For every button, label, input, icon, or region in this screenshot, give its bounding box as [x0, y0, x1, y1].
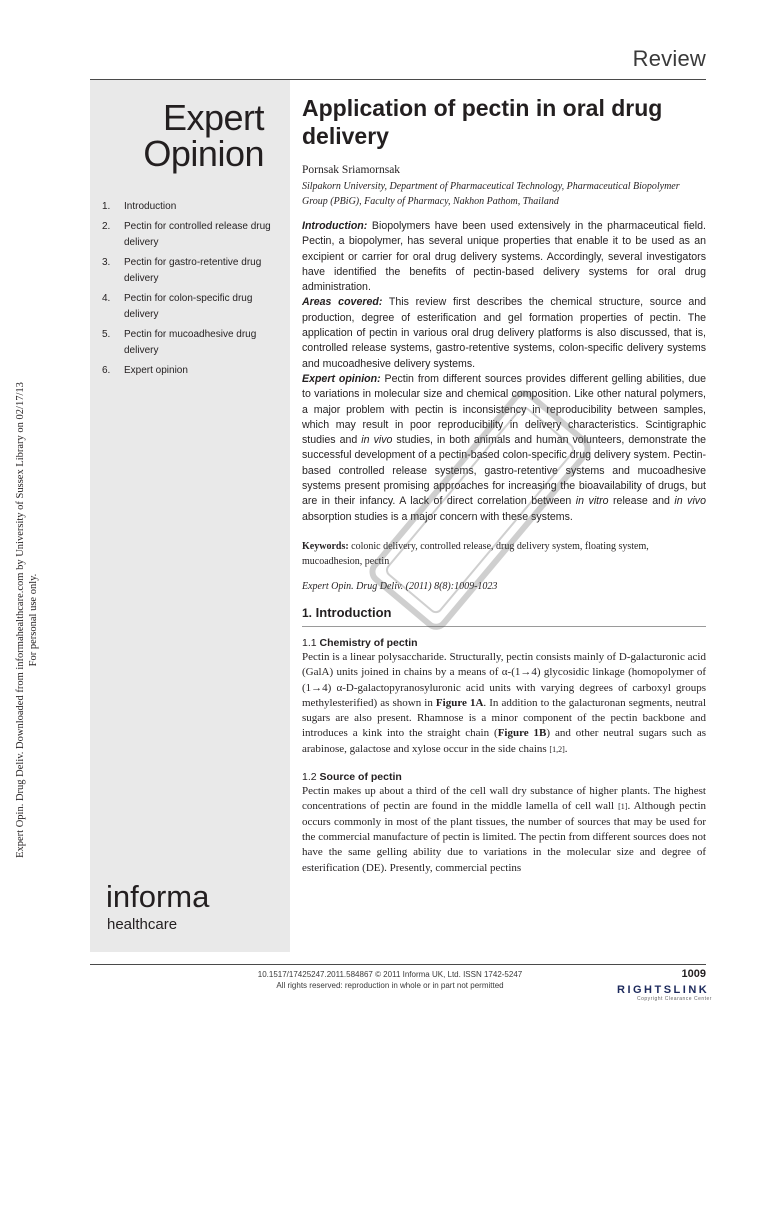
download-notice-line2: For personal use only. [28, 573, 39, 667]
doi-line: 10.1517/17425247.2011.584867 © 2011 Informa UK, Ltd. ISSN 1742-5247 [257, 970, 523, 979]
section-number: 1. [302, 605, 313, 620]
abstract-heading: Expert opinion: [302, 372, 381, 385]
subsection-number: 1.1 [302, 636, 317, 649]
toc-number: 4. [102, 293, 111, 304]
toc-item[interactable] [102, 291, 280, 323]
abstract-italic: in vivo [361, 434, 393, 447]
abstract-text: Pectin from different sources provides different gelling abilities, due to variations in molecular size and chemical composition. Like other natural polymers, a major problem with pectin is inconsistency in reproducibility between samples, which may result in poor reproducibility in delivery characteristics. Scintigraphic studies and [302, 372, 706, 447]
toc-number: 1. [102, 201, 111, 212]
subsection-number: 1.2 [302, 771, 317, 784]
toc-label: Pectin for colon-specific drug delivery [124, 293, 253, 320]
section-label: Review [632, 46, 706, 71]
body-text: . Although pectin occurs commonly in most of the plant tissues, the number of sources that may be used for the commercial manufacture of pectin is limited. The pectin from different sources does not have the same gelling ability due to variations in the molecular size and degree of esterification (DE). Presently, commercial pectins [302, 800, 707, 874]
toc-item[interactable] [102, 199, 280, 215]
journal-logo [104, 97, 264, 174]
body-text: . [564, 742, 568, 755]
abstract-italic: in vivo [674, 495, 706, 508]
citation: Expert Opin. Drug Deliv. (2011) 8(8):1009-1023 [302, 580, 498, 592]
abstract-text: absorption studies is a major concern with these systems. [302, 510, 573, 523]
toc-number: 6. [102, 365, 111, 376]
download-notice [14, 20, 40, 1220]
subsection-heading [302, 771, 706, 783]
toc-number: 2. [102, 221, 111, 232]
keywords [302, 539, 706, 569]
toc-item[interactable] [102, 219, 280, 251]
body-text: Pectin is a linear polysaccharide. Structurally, pectin consists mainly of D-galacturonic acid (GalA) units joined in chains by a means of α-(1→4) glycosidic linkage (homopolymer of (1→4) α-D-galactopyranosyluronic acid units with varying degrees of carboxyl groups methylesterified) as shown in [302, 650, 706, 709]
abstract-text: Biopolymers have been used extensively in the pharmaceutical field. Pectin, a biopolymer, has several unique properties that enable it to be used as an excipient or carrier for oral drug delivery systems. Accordingly, several investigators have identified the benefits of pectin-based delivery systems for oral drug administration. [302, 220, 706, 294]
page-number: 1009 [681, 968, 706, 980]
toc-number: 3. [102, 257, 111, 268]
body-text: . In addition to the galacturonan segments, neutral sugars are also present. Rhamnose is a minor component of the pectin backbone and introduces a kink into the straight chain ( [302, 696, 706, 740]
rightslink-subtitle: Copyright Clearance Center [637, 996, 712, 1002]
abstract-text: release and [608, 495, 675, 508]
toc-label: Expert opinion [124, 365, 188, 376]
download-notice-line1: Expert Opin. Drug Deliv. Downloaded from informahealthcare.com by University of Sussex Library on 02/17/13 [15, 382, 26, 858]
figure-link[interactable]: Figure 1B [497, 727, 547, 740]
publisher-logo: informa [106, 879, 210, 914]
subsection-heading [302, 637, 706, 649]
keywords-list: colonic delivery, controlled release, drug delivery system, floating system, mucoadhesion, pectin [302, 540, 649, 567]
footer-copyright [180, 969, 600, 991]
keywords-heading: Keywords: [302, 540, 349, 552]
body-text: ) and other neutral sugars such as arabinose, galactose and xylose occur in the side chains [302, 727, 707, 755]
article-author: Pornsak Sriamornsak [302, 164, 401, 176]
toc-item[interactable] [102, 363, 280, 379]
journal-logo-line1: Expert [162, 97, 264, 138]
sidebar [90, 80, 290, 952]
toc-label: Pectin for controlled release drug delivery [124, 221, 271, 248]
footer-rule [90, 964, 706, 965]
body-text: Pectin makes up about a third of the cell wall dry substance of higher plants. The highest concentrations of pectin are found in the middle lamella of cell wall [302, 785, 706, 813]
abstract-introduction [302, 219, 706, 295]
toc-item[interactable] [102, 255, 280, 287]
rightslink-logo[interactable] [617, 984, 757, 1008]
table-of-contents [102, 199, 280, 383]
abstract-areas-covered [302, 295, 706, 371]
toc-label: Pectin for gastro-retentive drug delivery [124, 257, 262, 284]
abstract-heading: Introduction: [302, 220, 368, 232]
abstract-heading: Areas covered: [302, 296, 383, 309]
article-title: Application of pectin in oral drug delivery [302, 95, 663, 149]
abstract-text: studies, in both animals and human volunteers, demonstrate the successful development of a pectin-based colon-specific drug delivery system. Pectin-based controlled release systems, gastro-retentive systems and mucoadhesive systems present promising approaches for increasing the bioavailability of drugs, but are in their infancy. A lack of direct correlation between [302, 434, 706, 508]
section-heading [302, 605, 706, 627]
journal-logo-line2: Opinion [143, 133, 264, 174]
toc-label: Pectin for mucoadhesive drug delivery [124, 329, 257, 356]
body-paragraph [302, 784, 706, 876]
article-affiliation: Silpakorn University, Department of Pharmaceutical Technology, Pharmaceutical Biopolymer Group (PBiG), Faculty of Pharmacy, Nakhon Pathom, Thailand [302, 181, 680, 207]
section-title: Introduction [315, 604, 392, 620]
reference-link[interactable]: [1] [618, 802, 628, 812]
body-paragraph [302, 650, 706, 757]
abstract-italic: in vitro [575, 495, 609, 508]
rightslink-wordmark: RIGHTSLINK [617, 984, 710, 996]
subsection-title: Chemistry of pectin [319, 636, 418, 649]
toc-label: Introduction [124, 201, 177, 212]
toc-number: 5. [102, 329, 111, 340]
reference-link[interactable]: [1,2] [549, 744, 565, 754]
abstract-text: This review first describes the chemical structure, source and production, degree of esterification and gel formation properties of pectin. The application of pectin in various oral drug delivery platforms is also discussed, that is, controlled release systems, gastro-retentive systems, colon-specific delivery systems and mucoadhesive delivery systems. [302, 296, 706, 370]
abstract-expert-opinion [302, 372, 706, 525]
toc-item[interactable] [102, 327, 280, 359]
publisher-subtitle: healthcare [107, 916, 178, 933]
figure-link[interactable]: Figure 1A [435, 696, 484, 709]
rights-line: All rights reserved: reproduction in whole or in part not permitted [276, 981, 504, 990]
subsection-title: Source of pectin [319, 771, 402, 784]
abstract [302, 219, 706, 525]
article [302, 94, 706, 890]
